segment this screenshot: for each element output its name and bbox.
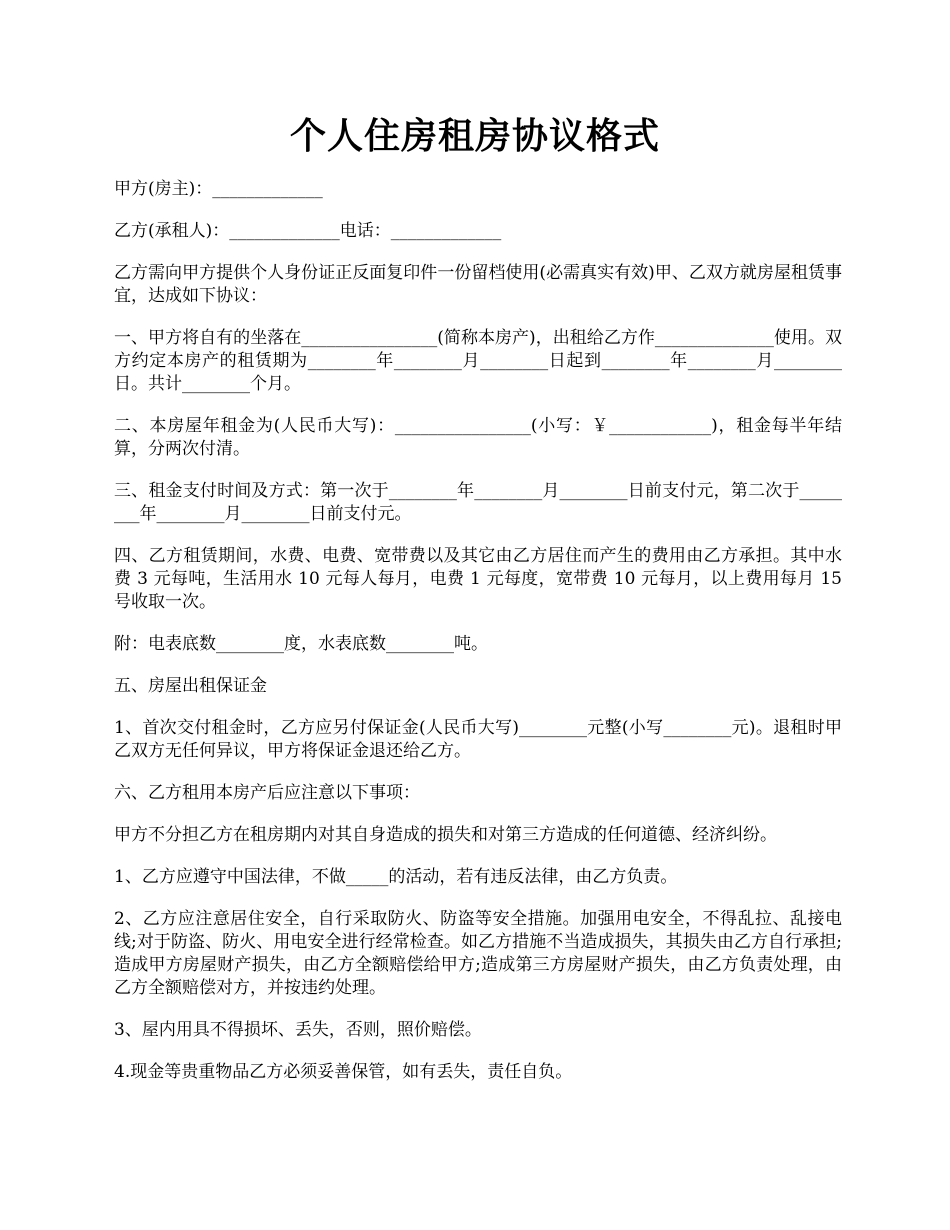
meter-readings: 附：电表底数________度，水表底数________吨。: [114, 634, 488, 654]
party-a-line: 甲方(房主)：_____________: [114, 179, 323, 199]
party-b-line: 乙方(承租人)：_____________电话：_____________: [114, 221, 502, 241]
clause-2: 二、本房屋年租金为(人民币大写)：________________(小写：￥____________)，租金每半年结算，分两次付清。: [114, 416, 842, 459]
notice-item-4: 4.现金等贵重物品乙方必须妥善保管，如有丢失，责任自负。: [114, 1062, 573, 1082]
clause-1: 一、甲方将自有的坐落在________________(简称本房产)，出租给乙方作______________使用。双方约定本房产的租赁期为________年________月________日起到________年________月________日。共计________个月。: [114, 328, 842, 394]
intro-paragraph: 乙方需向甲方提供个人身份证正反面复印件一份留档使用(必需真实有效)甲、乙双方就房屋租赁事宜，达成如下协议：: [114, 263, 842, 306]
document-body: [114, 178, 842, 1103]
deposit-item-1: 1、首次交付租金时，乙方应另付保证金(人民币大写)________元整(小写________元)。退租时甲乙双方无任何异议，甲方将保证金退还给乙方。: [114, 718, 842, 761]
liability-statement: 甲方不分担乙方在租房期内对其自身造成的损失和对第三方造成的任何道德、经济纠纷。: [114, 825, 777, 845]
notice-item-3: 3、屋内用具不得损坏、丢失，否则，照价赔偿。: [114, 1020, 482, 1040]
clause-6-heading: 六、乙方租用本房产后应注意以下事项：: [114, 783, 420, 803]
clause-5-heading: 五、房屋出租保证金: [114, 676, 267, 696]
clause-4: 四、乙方租赁期间，水费、电费、宽带费以及其它由乙方居住而产生的费用由乙方承担。其中水费 3 元每吨，生活用水 10 元每人每月，电费 1 元每度，宽带费 10 元每月，以上费用每月 15 号收取一次。: [114, 546, 842, 612]
notice-item-1: 1、乙方应遵守中国法律，不做_____的活动，若有违反法律，由乙方负责。: [114, 867, 678, 887]
document-title: 个人住房租房协议格式: [289, 115, 660, 157]
notice-item-2: 2、乙方应注意居住安全，自行采取防火、防盗等安全措施。加强用电安全，不得乱拉、乱接电线;对于防盗、防火、用电安全进行经常检查。如乙方措施不当造成损失，其损失由乙方自行承担;造成甲方房屋财产损失，由乙方全额赔偿给甲方;造成第三方房屋财产损失，由乙方负责处理，由乙方全额赔偿对方，并按违约处理。: [114, 909, 842, 998]
clause-3: 三、租金支付时间及方式：第一次于________年________月________日前支付元，第二次于________年________月________日前支付元。: [114, 481, 842, 524]
